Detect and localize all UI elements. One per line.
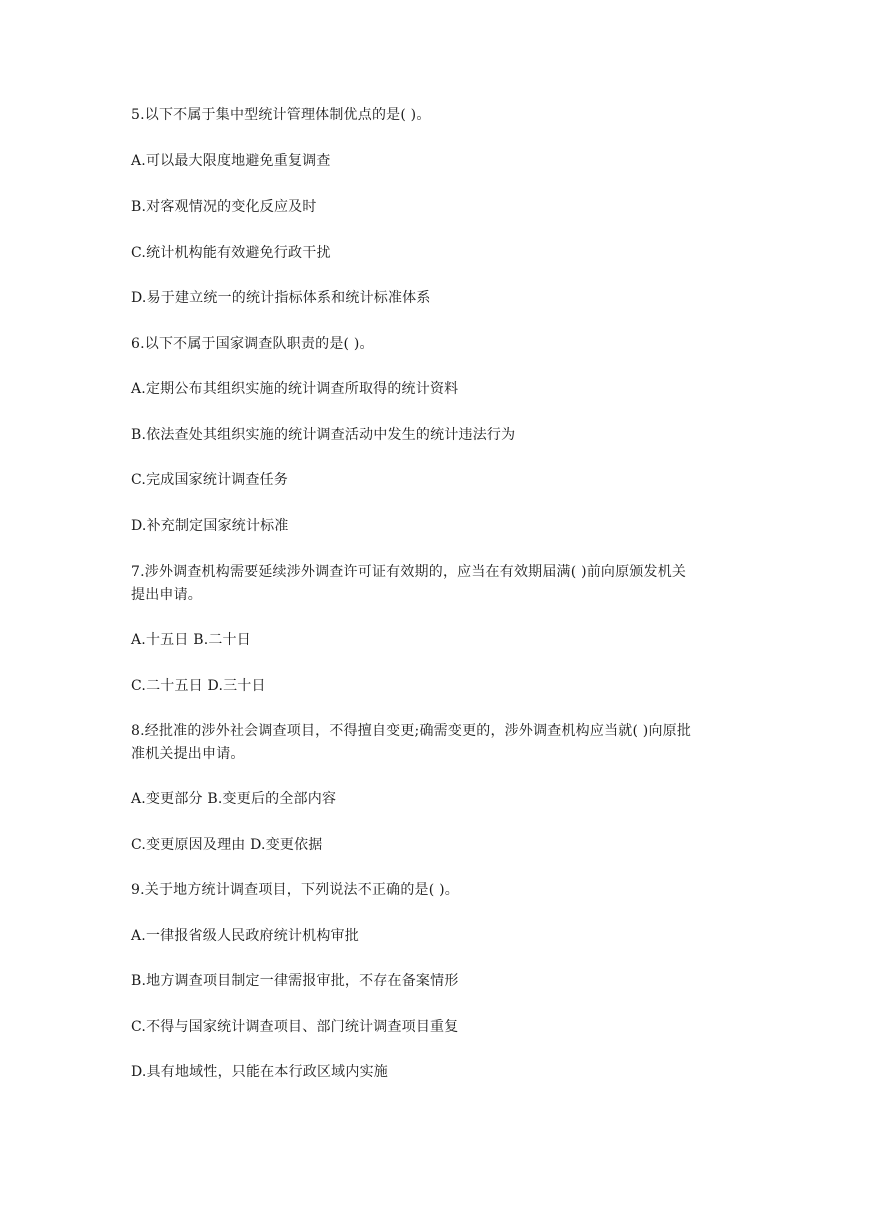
question-9-option-d: D.具有地域性，只能在本行政区域内实施 bbox=[131, 1064, 388, 1080]
question-9-option-b: B.地方调查项目制定一律需报审批，不存在备案情形 bbox=[131, 973, 459, 989]
question-6-stem: 6.以下不属于国家调查队职责的是( )。 bbox=[131, 336, 374, 352]
question-8-options-cd: C.变更原因及理由 D.变更依据 bbox=[131, 837, 323, 853]
question-5-option-d: D.易于建立统一的统计指标体系和统计标准体系 bbox=[131, 290, 431, 306]
question-9-stem: 9.关于地方统计调查项目，下列说法不正确的是( )。 bbox=[131, 882, 459, 898]
question-5-stem: 5.以下不属于集中型统计管理体制优点的是( )。 bbox=[131, 107, 431, 123]
question-5-option-b: B.对客观情况的变化反应及时 bbox=[131, 199, 317, 215]
question-8-stem-line-1: 8.经批准的涉外社会调查项目，不得擅自变更;确需变更的，涉外调查机构应当就( )向原批 bbox=[131, 723, 692, 739]
question-5-option-a: A.可以最大限度地避免重复调查 bbox=[131, 153, 331, 169]
question-9-option-c: C.不得与国家统计调查项目、部门统计调查项目重复 bbox=[131, 1019, 459, 1035]
question-6-option-b: B.依法查处其组织实施的统计调查活动中发生的统计违法行为 bbox=[131, 427, 516, 443]
question-8-options-ab: A.变更部分 B.变更后的全部内容 bbox=[131, 791, 337, 807]
question-9-option-a: A.一律报省级人民政府统计机构审批 bbox=[131, 928, 359, 944]
question-7-stem-line-1: 7.涉外调查机构需要延续涉外调查许可证有效期的，应当在有效期届满( )前向原颁发机关 bbox=[131, 564, 687, 580]
question-7-stem-line-2: 提出申请。 bbox=[131, 587, 202, 603]
question-7-options-ab: A.十五日 B.二十日 bbox=[131, 632, 251, 648]
question-5-option-c: C.统计机构能有效避免行政干扰 bbox=[131, 245, 331, 261]
question-6-option-c: C.完成国家统计调查任务 bbox=[131, 472, 289, 488]
question-8-stem-line-2: 准机关提出申请。 bbox=[131, 746, 245, 762]
question-7-options-cd: C.二十五日 D.三十日 bbox=[131, 678, 266, 694]
question-6-option-a: A.定期公布其组织实施的统计调查所取得的统计资料 bbox=[131, 381, 459, 397]
question-6-option-d: D.补充制定国家统计标准 bbox=[131, 518, 289, 534]
